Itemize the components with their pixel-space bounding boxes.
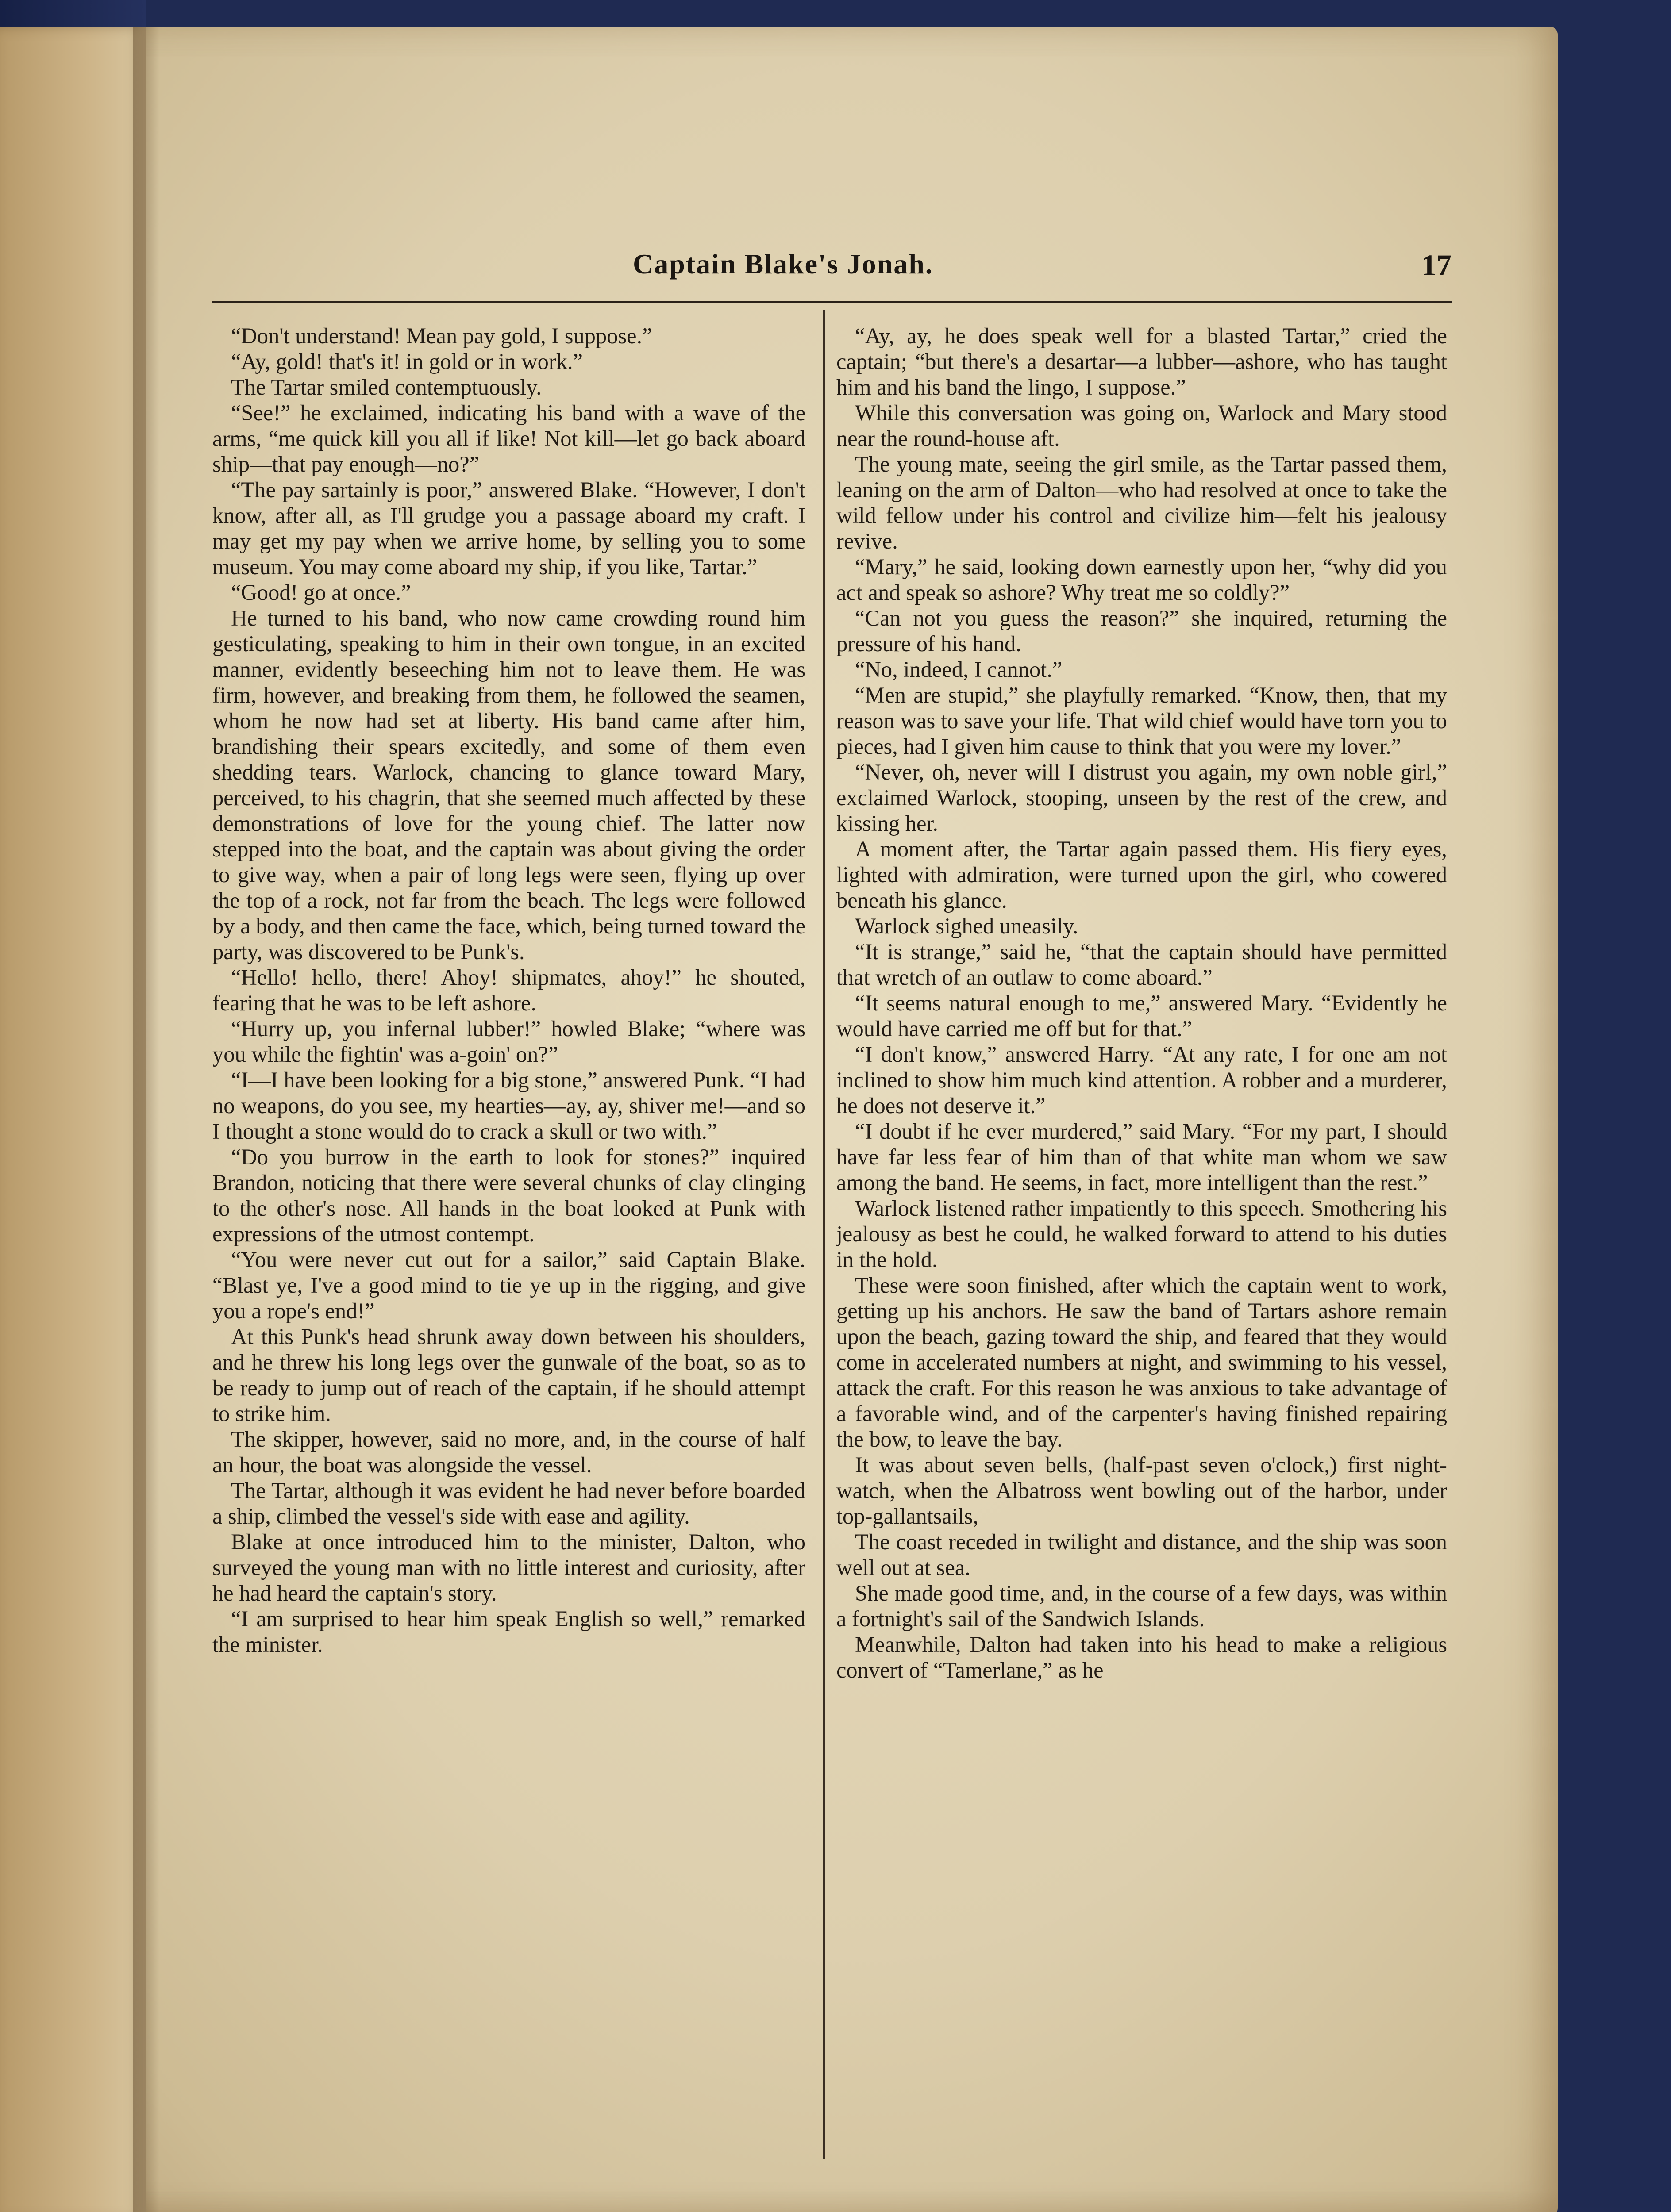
paragraph: Warlock listened rather impatiently to this speech. Smothering his jealousy as best he could, he walked forward to attend to his duties in the hold. [836, 1196, 1447, 1272]
paragraph: “Can not you guess the reason?” she inquired, returning the pressure of his hand. [836, 606, 1447, 656]
paragraph: “Do you burrow in the earth to look for stones?” inquired Brandon, noticing that there were several chunks of clay clinging to the other's nose. All hands in the boat looked at Punk with expressions of the utmost contempt. [212, 1144, 805, 1246]
paragraph: The Tartar smiled contemptuously. [231, 375, 542, 399]
paragraph: Meanwhile, Dalton had taken into his head to make a religious convert of “Tamerlane,” as he [836, 1632, 1447, 1682]
paragraph: It was about seven bells, (half-past seven o'clock,) first night-watch, when the Albatross went bowling out of the harbor, under top-gallantsails, [836, 1452, 1447, 1528]
paragraph: “Hurry up, you infernal lubber!” howled Blake; “where was you while the fightin' was a-goin' on?” [212, 1016, 805, 1067]
paragraph: The Tartar, although it was evident he had never before boarded a ship, climbed the vessel's side with ease and agility. [212, 1478, 805, 1528]
paragraph: “I am surprised to hear him speak English so well,” remarked the minister. [212, 1606, 805, 1657]
page-header [212, 248, 1452, 296]
paragraph: The coast receded in twilight and distance, and the ship was soon well out at sea. [836, 1529, 1447, 1580]
paragraph: Warlock sighed uneasily. [855, 914, 1078, 938]
paragraph: “Good! go at once.” [231, 580, 411, 605]
paragraph: A moment after, the Tartar again passed them. His fiery eyes, lighted with admiration, were turned upon the girl, who cowered beneath his glance. [836, 837, 1447, 913]
column-divider [823, 310, 825, 2159]
paragraph: The skipper, however, said no more, and, in the course of half an hour, the boat was alongside the vessel. [212, 1427, 805, 1477]
paragraph: “I don't know,” answered Harry. “At any rate, I for one am not inclined to show him much kind attention. A robber and a murderer, he does not deserve it.” [836, 1042, 1447, 1118]
paragraph: These were soon finished, after which the captain went to work, getting up his anchors. He saw the band of Tartars ashore remain upon the beach, gazing toward the ship, and feared that they would come in accelerated numbers at night, and swimming to his vessel, attack the craft. For this reason he was anxious to take advantage of a favorable wind, and of the carpenter's having finished repairing the bow, to leave the bay. [836, 1273, 1447, 1452]
paragraph: The young mate, seeing the girl smile, as the Tartar passed them, leaning on the arm of Dalton—who had resolved at once to take the wild fellow under his control and civilize him—felt his jealousy revive. [836, 452, 1447, 553]
paragraph: At this Punk's head shrunk away down between his shoulders, and he threw his long legs over the gunwale of the boat, so as to be ready to jump out of reach of the captain, if he should attempt to strike him. [212, 1324, 805, 1426]
left-page-binding [0, 27, 146, 2212]
paragraph: “I doubt if he ever murdered,” said Mary. “For my part, I should have far less fear of him than of that white man whom we saw among the band. He seems, in fact, more intelligent than the rest.” [836, 1119, 1447, 1195]
paragraph: “It seems natural enough to me,” answered Mary. “Evidently he would have carried me off but for that.” [836, 991, 1447, 1041]
paragraph: “See!” he exclaimed, indicating his band with a wave of the arms, “me quick kill you all if like! Not kill—let go back aboard ship—that pay enough—no?” [212, 400, 805, 476]
paragraph: “You were never cut out for a sailor,” said Captain Blake. “Blast ye, I've a good mind to tie ye up in the rigging, and give you a rope's end!” [212, 1247, 805, 1323]
paragraph: “Ay, ay, he does speak well for a blasted Tartar,” cried the captain; “but there's a desartar—a lubber—ashore, who has taught him and his band the lingo, I suppose.” [836, 323, 1447, 399]
paragraph: “Men are stupid,” she playfully remarked. “Know, then, that my reason was to save your life. That wild chief would have torn you to pieces, had I given him cause to think that you were my lover.” [836, 683, 1447, 759]
paragraph: “No, indeed, I cannot.” [855, 657, 1063, 682]
paragraph: “Never, oh, never will I distrust you again, my own noble girl,” exclaimed Warlock, stooping, unseen by the rest of the crew, and kissing her. [836, 760, 1447, 836]
text-column-right [836, 323, 1447, 2137]
running-title: Captain Blake's Jonah. [633, 248, 933, 280]
paragraph: She made good time, and, in the course of a few days, was within a fortnight's sail of the Sandwich Islands. [836, 1581, 1447, 1631]
paragraph: Blake at once introduced him to the minister, Dalton, who surveyed the young man with no little interest and curiosity, after he had heard the captain's story. [212, 1529, 805, 1605]
header-rule [212, 301, 1452, 303]
page-number: 17 [1421, 248, 1452, 282]
paragraph: “Mary,” he said, looking down earnestly upon her, “why did you act and speak so ashore? Why treat me so coldly?” [836, 554, 1447, 605]
paragraph: “Hello! hello, there! Ahoy! shipmates, ahoy!” he shouted, fearing that he was to be left ashore. [212, 965, 805, 1015]
paragraph: While this conversation was going on, Warlock and Mary stood near the round-house aft. [836, 400, 1447, 451]
paragraph: “It is strange,” said he, “that the captain should have permitted that wretch of an outlaw to come aboard.” [836, 939, 1447, 990]
paragraph: “Ay, gold! that's it! in gold or in work.” [231, 349, 583, 374]
paragraph: “Don't understand! Mean pay gold, I suppose.” [231, 323, 652, 348]
paragraph: “The pay sartainly is poor,” answered Blake. “However, I don't know, after all, as I'll grudge you a passage aboard my craft. I may get my pay when we arrive home, by selling you to some museum. You may come aboard my ship, if you like, Tartar.” [212, 477, 805, 579]
paragraph: He turned to his band, who now came crowding round him gesticulating, speaking to him in their own tongue, in an excited manner, evidently beseeching him not to leave them. He was firm, however, and breaking from them, he followed the seamen, whom he now had set at liberty. His band came after him, brandishing their spears excitedly, and some of them even shedding tears. Warlock, chancing to glance toward Mary, perceived, to his chagrin, that she seemed much affected by these demonstrations of love for the young chief. The latter now stepped into the boat, and the captain was about giving the order to give way, when a pair of long legs were seen, flying up over the top of a rock, not far from the beach. The legs were followed by a body, and then came the face, which, being turned toward the party, was discovered to be Punk's. [212, 606, 805, 964]
paragraph: “I—I have been looking for a big stone,” answered Punk. “I had no weapons, do you see, my hearties—ay, ay, shiver me!—and so I thought a stone would do to crack a skull or two with.” [212, 1068, 805, 1144]
text-column-left [212, 323, 805, 2137]
gutter-shadow [133, 27, 159, 2212]
